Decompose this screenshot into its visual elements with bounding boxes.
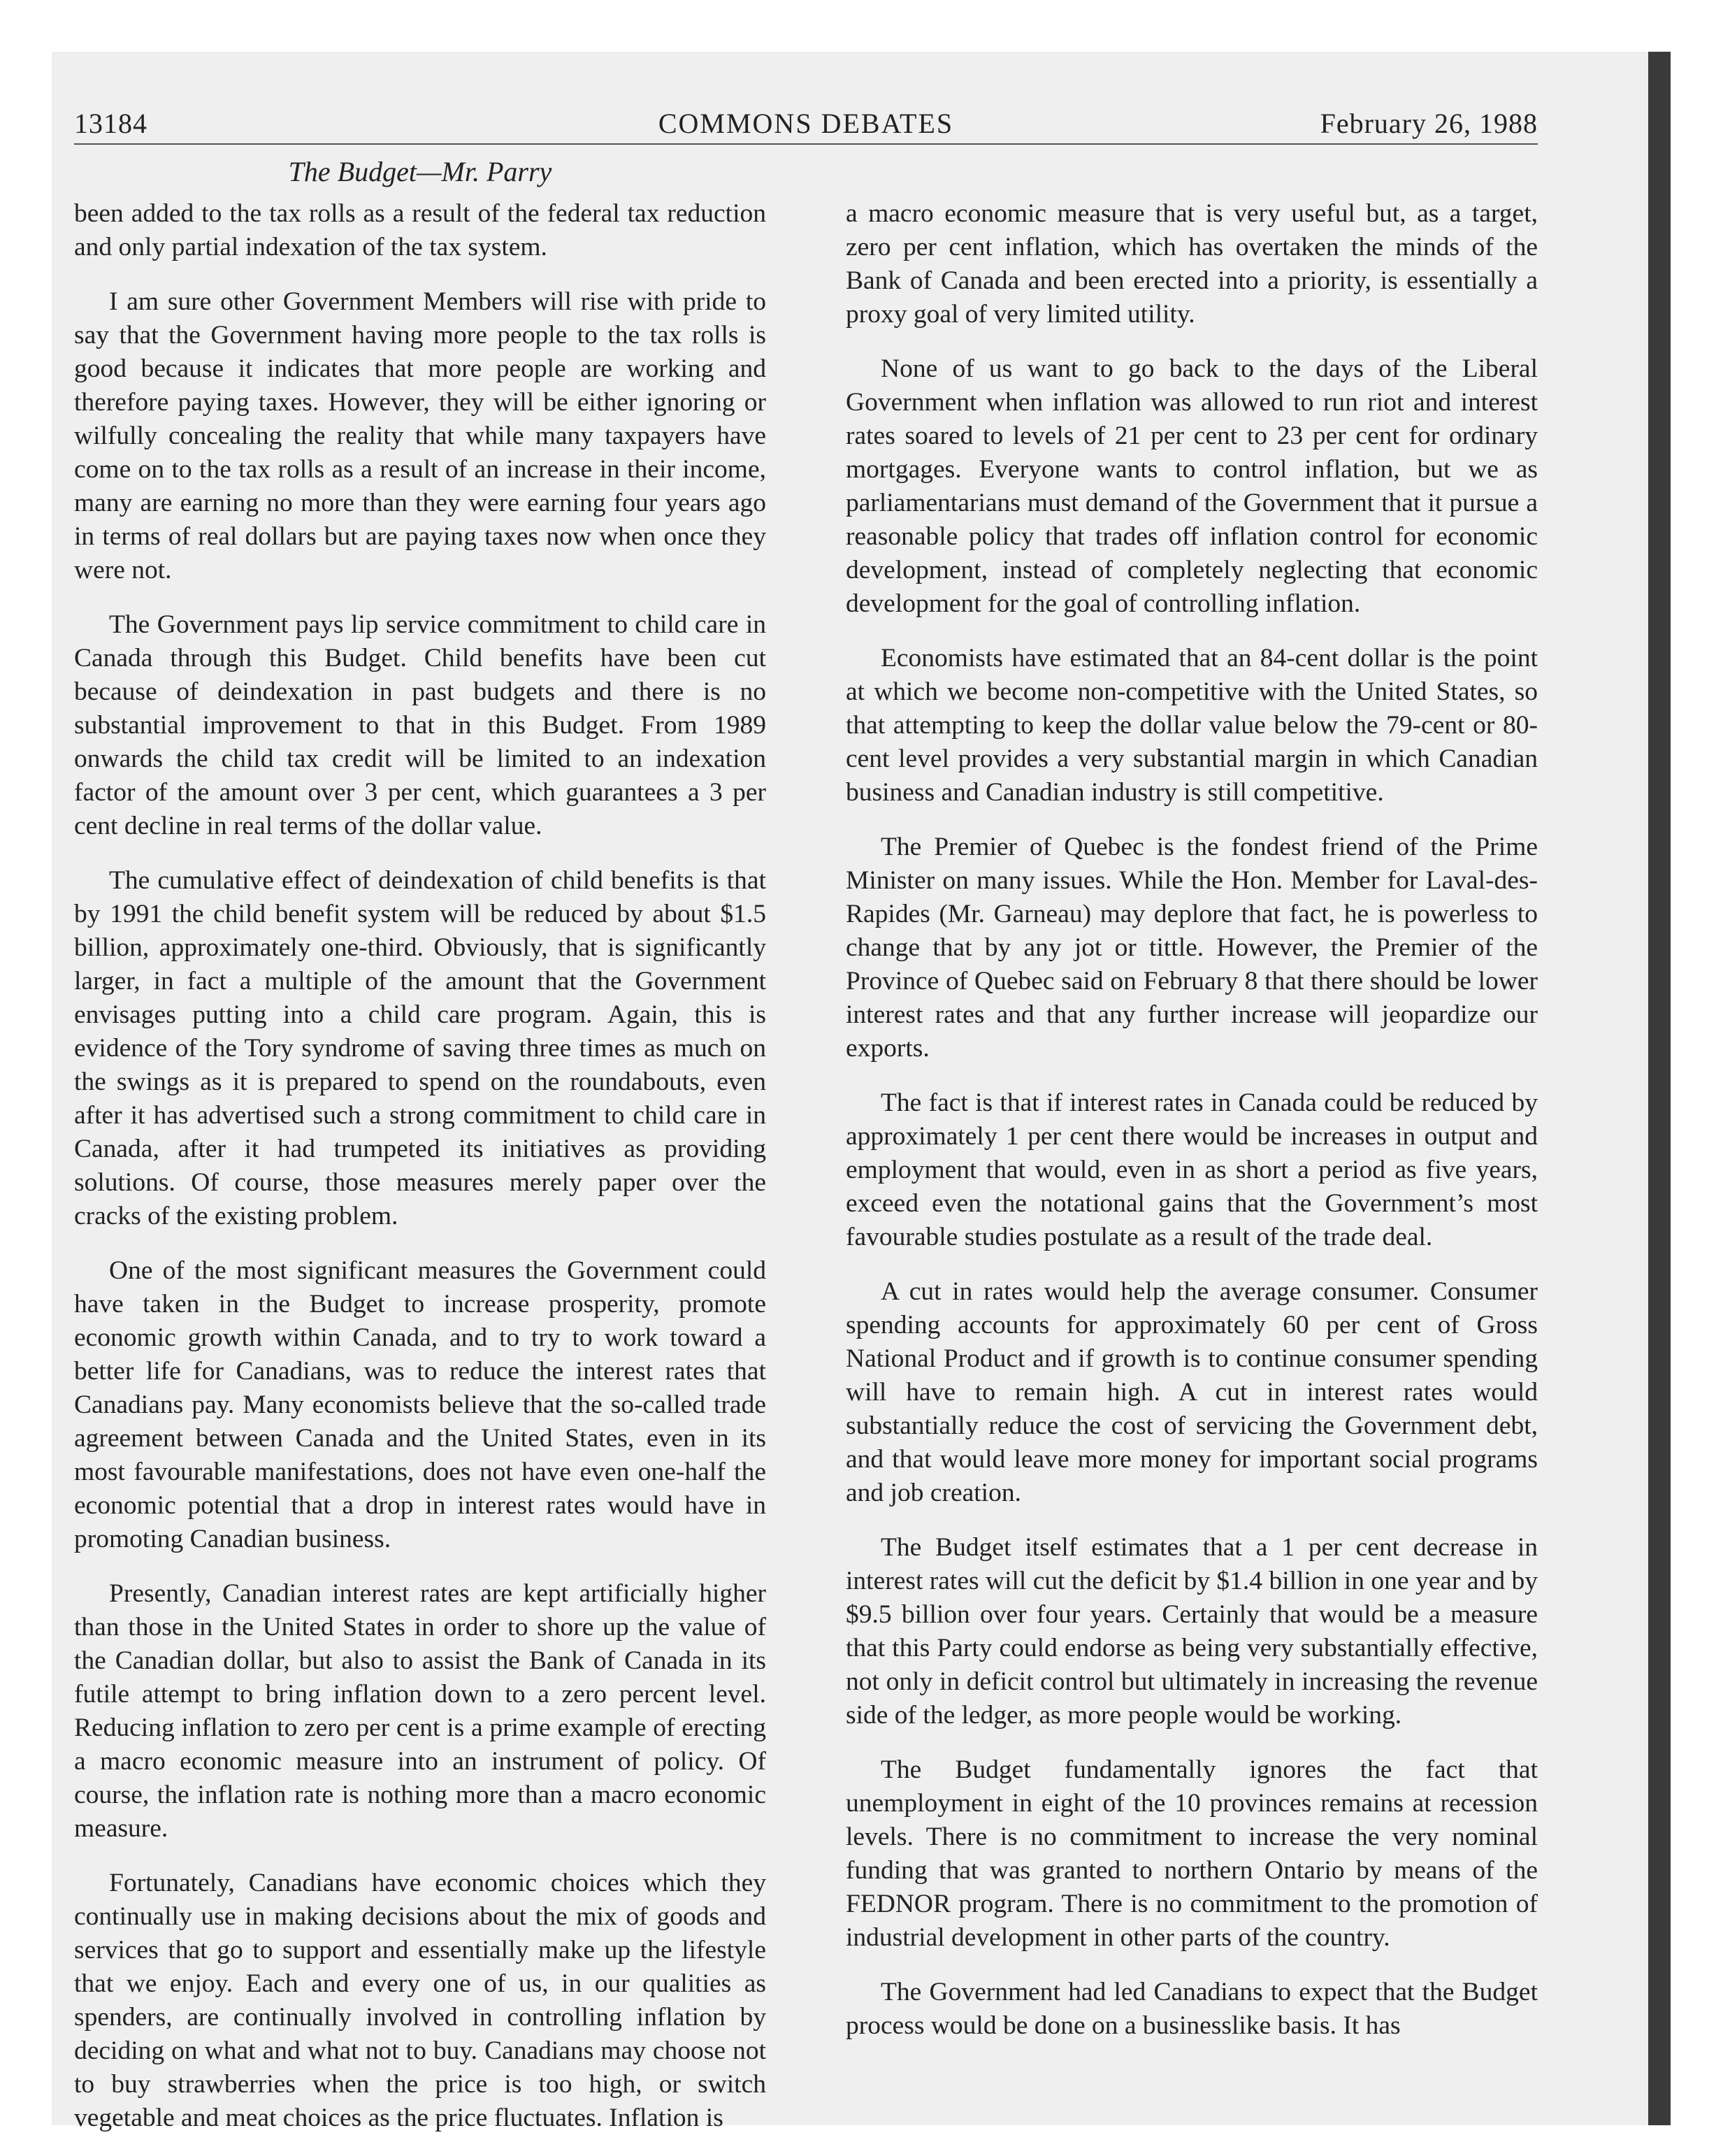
paragraph: The fact is that if interest rates in Canada could be reduced by approximately 1 per cent there would be increases in output and employment that would, even in as short a period as five years, exceed even the notational gains that the Government’s most favourable studies postulate as a result of the trade deal. xyxy=(846,1088,1538,1251)
publication-title: COMMONS DEBATES xyxy=(658,108,954,139)
section-subheading: The Budget—Mr. Parry xyxy=(288,156,552,187)
paragraph: A cut in rates would help the average consumer. Consumer spending accounts for approximately 60 per cent of Gross National Product and if growth is to continue consumer spending will have to remain high. A cut in interest rates would substantially reduce the cost of servicing the Government debt, and that would leave more money for important social programs and job creation. xyxy=(846,1277,1538,1507)
left-column xyxy=(74,197,766,2156)
paragraph: The Premier of Quebec is the fondest friend of the Prime Minister on many issues. While the Hon. Member for Laval-des-Rapides (Mr. Garneau) may deplore that fact, he is powerless to change that by any jot or tittle. However, the Premier of the Province of Quebec said on February 8 that there should be lower interest rates and that any further increase will jeopardize our exports. xyxy=(846,833,1538,1063)
paragraph: Economists have estimated that an 84-cent dollar is the point at which we become non-competitive with the United States, so that attempting to keep the dollar value below the 79-cent or 80-cent level provides a very substantial margin in which Canadian business and Canadian industry is still competitive. xyxy=(846,644,1538,807)
running-header xyxy=(74,101,1538,145)
paragraph: None of us want to go back to the days of the Liberal Government when inflation was allowed to run riot and interest rates soared to levels of 21 per cent to 23 per cent for ordinary mortgages. Everyone wants to control inflation, but we as parliamentarians must demand of the Government that it pursue a reasonable policy that trades off inflation control for economic development, instead of completely neglecting that economic development for the goal of controlling inflation. xyxy=(846,354,1538,618)
paragraph: The cumulative effect of deindexation of child benefits is that by 1991 the child benefit system will be reduced by about $1.5 billion, approximately one-third. Obviously, that is significantly larger, in fact a multiple of the amount that the Government envisages putting into a child care program. Again, this is evidence of the Tory syndrome of saving three times as much on the swings as it is prepared to spend on the roundabouts, even after it has advertised such a strong commitment to child care in Canada, after it had trumpeted its initiatives as providing solutions. Of course, those measures merely paper over the cracks of the existing problem. xyxy=(74,866,766,1230)
paragraph: The Budget itself estimates that a 1 per cent decrease in interest rates will cut the deficit by $1.4 billion in one year and by $9.5 billion over four years. Certainly that would be a measure that this Party could endorse as being very substantially effective, not only in deficit control but ultimately in increasing the revenue side of the ledger, as more people would be working. xyxy=(846,1533,1538,1730)
paragraph: The Budget fundamentally ignores the fact that unemployment in eight of the 10 provinces remains at recession levels. There is no commitment to increase the very nominal funding that was granted to northern Ontario by means of the FEDNOR program. There is no commitment to the promotion of industrial development in other parts of the country. xyxy=(846,1755,1538,1952)
paragraph: The Government had led Canadians to expect that the Budget process would be done on a businesslike basis. It has xyxy=(846,1978,1538,2040)
paragraph: One of the most significant measures the Government could have taken in the Budget to increase prosperity, promote economic growth within Canada, and to try to work toward a better life for Canadians, was to reduce the interest rates that Canadians pay. Many economists believe that the so-called trade agreement between Canada and the United States, even in its most favourable manifestations, does not have even one-half the economic potential that a drop in interest rates would have in promoting Canadian business. xyxy=(74,1256,766,1553)
right-column xyxy=(846,197,1538,2064)
paragraph: The Government pays lip service commitment to child care in Canada through this Budget. Child benefits have been cut because of deindexation in past budgets and there is no substantial improvement to that in this Budget. From 1989 onwards the child tax credit will be limited to an indexation factor of the amount over 3 per cent, which guarantees a 3 per cent decline in real terms of the dollar value. xyxy=(74,610,766,840)
scan-edge-shadow xyxy=(1648,52,1671,2125)
paragraph: I am sure other Government Members will rise with pride to say that the Government having more people to the tax rolls is good because it indicates that more people are working and therefore paying taxes. However, they will be either ignoring or wilfully concealing the reality that while many taxpayers have come on to the tax rolls as a result of an increase in their income, many are earning no more than they were earning four years ago in terms of real dollars but are paying taxes now when once they were not. xyxy=(74,287,766,584)
paragraph: been added to the tax rolls as a result of the federal tax reduction and only partial indexation of the tax system. xyxy=(74,199,766,261)
paragraph: Fortunately, Canadians have economic choices which they continually use in making decisions about the mix of goods and services that go to support and essentially make up the lifestyle that we enjoy. Each and every one of us, in our qualities as spenders, are continually involved in controlling inflation by deciding on what and what not to buy. Canadians may choose not to buy strawberries when the price is too high, or switch vegetable and meat choices as the price fluctuates. Inflation is xyxy=(74,1869,766,2132)
paragraph: a macro economic measure that is very useful but, as a target, zero per cent inflation, which has overtaken the minds of the Bank of Canada and been erected into a priority, is essentially a proxy goal of very limited utility. xyxy=(846,199,1538,329)
paragraph: Presently, Canadian interest rates are kept artificially higher than those in the United States in order to shore up the value of the Canadian dollar, but also to assist the Bank of Canada in its futile attempt to bring inflation down to a zero percent level. Reducing inflation to zero per cent is a prime example of erecting a macro economic measure into an instrument of policy. Of course, the inflation rate is nothing more than a macro economic measure. xyxy=(74,1579,766,1843)
issue-date: February 26, 1988 xyxy=(1320,108,1538,139)
page-number: 13184 xyxy=(74,108,147,139)
